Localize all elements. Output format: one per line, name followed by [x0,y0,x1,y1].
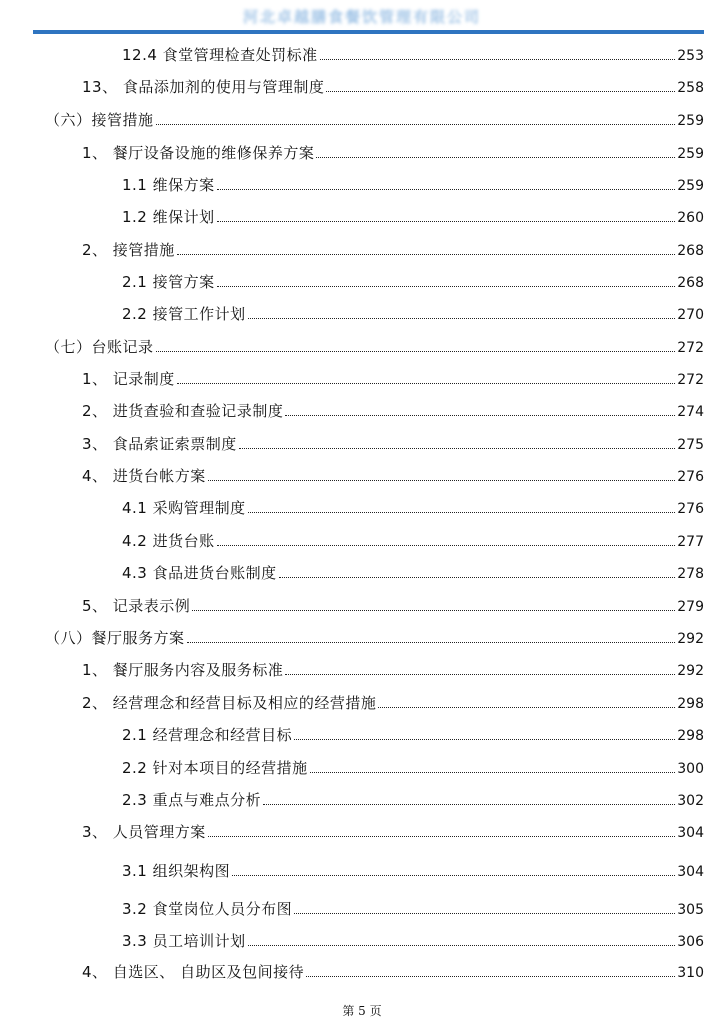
toc-entry[interactable] [82,237,704,263]
toc-dot-leader [187,641,676,643]
toc-dot-leader [239,447,675,449]
toc-entry[interactable] [122,560,704,586]
toc-dot-leader [192,609,675,611]
toc-entry-label: （七）台账记录 [45,338,154,356]
toc-entry-page: 268 [677,275,704,291]
toc-entry-page: 304 [677,825,704,841]
toc-entry[interactable] [82,819,704,845]
toc-entry[interactable] [82,463,704,489]
toc-dot-leader [217,188,676,190]
toc-entry[interactable] [82,140,704,166]
toc-entry-page: 259 [677,178,704,194]
toc-entry-page: 300 [677,761,704,777]
toc-entry-label: 1、 餐厅服务内容及服务标准 [82,661,284,679]
toc-dot-leader [285,414,675,416]
toc-entry-label: 2.2 接管工作计划 [122,305,246,323]
toc-entry-page: 278 [677,566,704,582]
toc-entry-label: （六）接管措施 [45,111,154,129]
toc-entry[interactable] [122,204,704,230]
toc-entry-label: 2、 接管措施 [82,241,175,259]
toc-entry-label: 2.1 经营理念和经营目标 [122,726,293,744]
toc-entry-label: 1.2 维保计划 [122,208,215,226]
toc-entry-page: 298 [677,696,704,712]
toc-entry-label: 4.2 进货台账 [122,532,215,550]
toc-dot-leader [294,912,675,914]
toc-dot-leader [248,511,676,513]
toc-entry[interactable] [82,657,704,683]
toc-entry[interactable] [122,495,704,521]
toc-dot-leader [217,220,676,222]
toc-entry-label: 3、 人员管理方案 [82,823,206,841]
toc-entry-page: 272 [677,372,704,388]
toc-entry-page: 253 [677,48,704,64]
toc-entry[interactable] [45,107,704,133]
toc-entry-label: 2、 进货查验和查验记录制度 [82,402,284,420]
toc-entry-page: 302 [677,793,704,809]
toc-dot-leader [320,58,676,60]
toc-entry-page: 277 [677,534,704,550]
toc-entry[interactable] [122,896,704,922]
toc-entry[interactable] [122,858,704,884]
toc-entry-page: 305 [677,902,704,918]
toc-entry-page: 292 [677,663,704,679]
toc-entry[interactable] [82,398,704,424]
toc-entry-label: （八）餐厅服务方案 [45,629,185,647]
toc-dot-leader [263,803,675,805]
toc-entry[interactable] [45,625,704,651]
toc-dot-leader [378,706,675,708]
toc-entry-label: 4、 进货台帐方案 [82,467,206,485]
toc-entry-label: 13、 食品添加剂的使用与管理制度 [82,78,325,96]
toc-dot-leader [306,975,675,977]
toc-entry-page: 272 [677,340,704,356]
toc-dot-leader [326,90,675,92]
toc-entry[interactable] [122,172,704,198]
toc-entry-label: 3、 食品索证索票制度 [82,435,237,453]
toc-entry[interactable] [82,74,704,100]
toc-entry-page: 306 [677,934,704,950]
toc-entry-page: 292 [677,631,704,647]
toc-entry[interactable] [82,959,704,985]
toc-dot-leader [294,738,675,740]
toc-entry[interactable] [82,366,704,392]
toc-entry-page: 276 [677,469,704,485]
toc-dot-leader [177,382,675,384]
toc-dot-leader [156,350,676,352]
toc-entry-page: 258 [677,80,704,96]
toc-entry[interactable] [122,42,704,68]
toc-entry-page: 268 [677,243,704,259]
toc-entry[interactable] [122,787,704,813]
toc-entry[interactable] [82,593,704,619]
toc-entry[interactable] [122,755,704,781]
toc-dot-leader [248,317,676,319]
toc-dot-leader [248,944,676,946]
toc-dot-leader [217,285,676,287]
toc-entry[interactable] [122,528,704,554]
toc-dot-leader [310,771,676,773]
toc-entry[interactable] [122,269,704,295]
toc-entry-label: 2.3 重点与难点分析 [122,791,262,809]
toc-entry-label: 5、 记录表示例 [82,597,191,615]
toc-entry-page: 275 [677,437,704,453]
toc-entry-label: 12.4 食堂管理检查处罚标准 [122,46,318,64]
page-header [0,0,724,34]
toc-entry-page: 259 [677,146,704,162]
page-number-footer: 第 5 页 [342,1004,382,1018]
toc-entry-page: 276 [677,501,704,517]
toc-dot-leader [285,673,675,675]
toc-entry-label: 1、 餐厅设备设施的维修保养方案 [82,144,315,162]
toc-dot-leader [316,156,675,158]
toc-entry-page: 259 [677,113,704,129]
toc-entry-label: 4、 自选区、 自助区及包间接待 [82,963,305,981]
toc-entry-label: 2.1 接管方案 [122,273,215,291]
toc-entry-page: 274 [677,404,704,420]
toc-entry-label: 4.3 食品进货台账制度 [122,564,277,582]
toc-entry-label: 1、 记录制度 [82,370,175,388]
toc-entry-label: 1.1 维保方案 [122,176,215,194]
toc-entry[interactable] [45,334,704,360]
toc-entry-label: 2.2 针对本项目的经营措施 [122,759,308,777]
header-rule [33,30,704,34]
toc-dot-leader [279,576,676,578]
toc-entry[interactable] [122,928,704,954]
toc-entry-label: 3.3 员工培训计划 [122,932,246,950]
toc-entry-label: 3.2 食堂岗位人员分布图 [122,900,293,918]
toc-entry-page: 260 [677,210,704,226]
toc-dot-leader [208,479,675,481]
toc-entry-page: 270 [677,307,704,323]
toc-entry[interactable] [82,431,704,457]
toc-dot-leader [156,123,676,125]
toc-entry-page: 310 [677,965,704,981]
toc-dot-leader [208,835,675,837]
toc-dot-leader [177,253,675,255]
toc-entry[interactable] [122,301,704,327]
toc-entry-label: 4.1 采购管理制度 [122,499,246,517]
toc-entry-page: 298 [677,728,704,744]
header-company-name: 河北卓越膳食餐饮管理有限公司 [242,8,481,26]
toc-entry-label: 3.1 组织架构图 [122,862,231,880]
toc-dot-leader [232,874,675,876]
toc-entry-label: 2、 经营理念和经营目标及相应的经营措施 [82,694,377,712]
toc-entry-page: 279 [677,599,704,615]
toc-entry[interactable] [122,722,704,748]
toc-entry[interactable] [82,690,704,716]
toc-dot-leader [217,544,676,546]
toc-entry-page: 304 [677,864,704,880]
